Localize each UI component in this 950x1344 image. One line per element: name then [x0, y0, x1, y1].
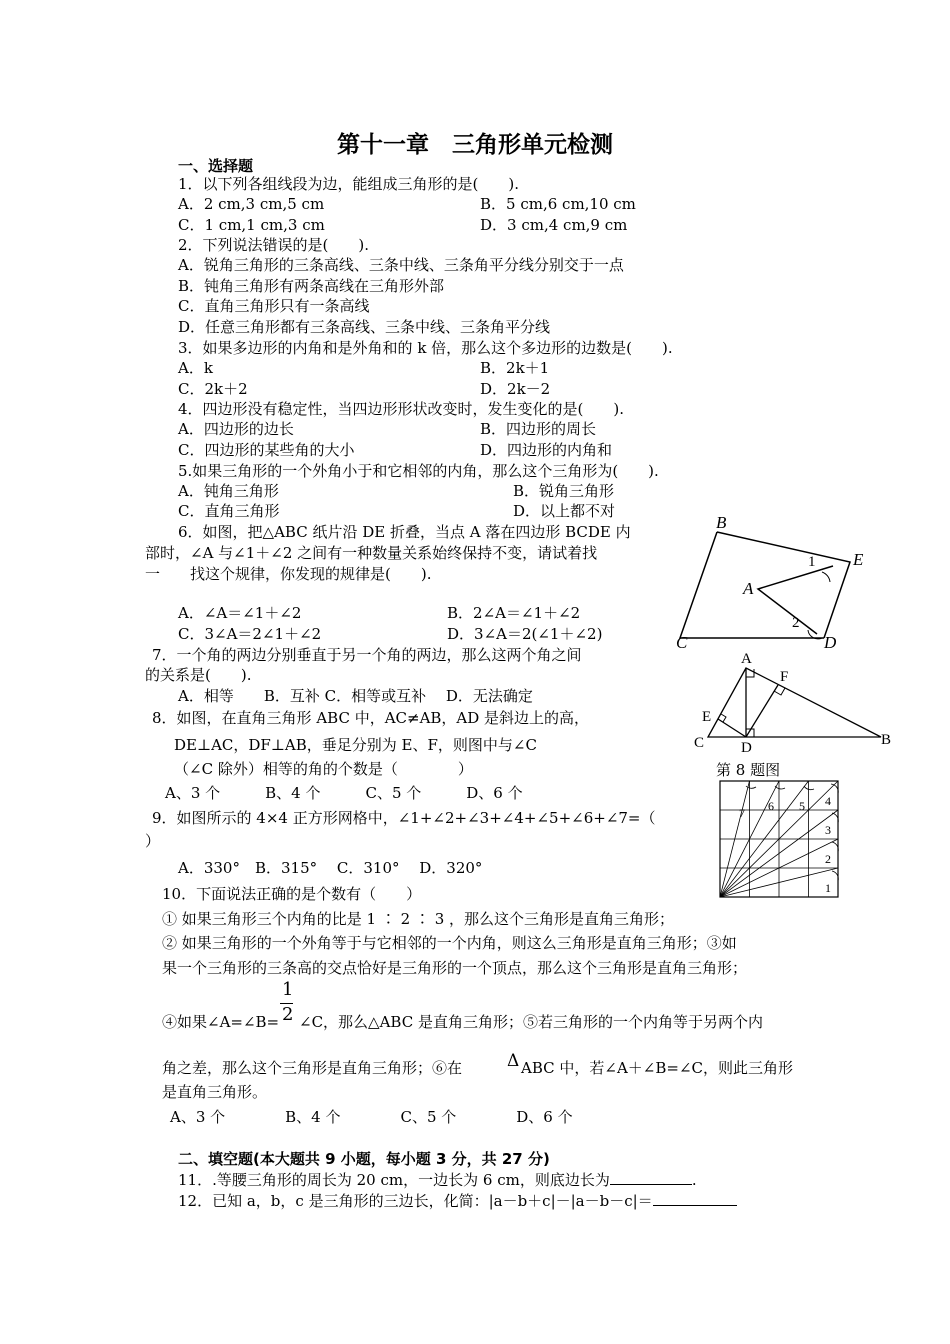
- q10-fraction-denominator: 2: [282, 1004, 294, 1025]
- q2-option-d: D．任意三角形都有三条高线、三条中线、三条角平分线: [178, 318, 551, 336]
- q9-line1: 9．如图所示的 4×4 正方形网格中，∠1+∠2+∠3+∠4+∠5+∠6+∠7=（: [152, 809, 656, 827]
- q9-grid-figure: [719, 780, 839, 898]
- q6-option-a: A．∠A＝∠1＋∠2: [178, 604, 302, 622]
- q3-stem: 3．如果多边形的内角和是外角和的 k 倍，那么这个多边形的边数是( ).: [178, 339, 673, 357]
- q4-option-c: C．四边形的某些角的大小: [178, 441, 355, 459]
- q8-figure-caption: 第 8 题图: [716, 761, 781, 779]
- q10-statement-5b: ABC 中，若∠A＋∠B=∠C，则此三角形: [521, 1059, 793, 1077]
- q9-options: A．330° B．315° C．310° D．320°: [178, 859, 483, 877]
- q4-option-b: B．四边形的周长: [480, 420, 597, 438]
- q2-option-c: C．直角三角形只有一条高线: [178, 297, 370, 315]
- q9-line2: ）: [145, 832, 161, 850]
- q1-option-b: B．5 cm,6 cm,10 cm: [480, 195, 636, 213]
- q12-answer-blank[interactable]: [653, 1191, 737, 1206]
- q6-option-d: D．3∠A＝2(∠1＋∠2): [447, 625, 603, 643]
- q8-triangle-abc: [708, 668, 881, 737]
- section-fill-heading: 二、填空题(本大题共 9 小题，每小题 3 分，共 27 分): [178, 1150, 550, 1168]
- q10-options: A、3 个 B、4 个 C、5 个 D、6 个: [170, 1108, 573, 1126]
- q6-angle1-arc: [822, 572, 830, 582]
- q11-text: .等腰三角形的周长为 20 cm，一边长为 6 cm，则底边长为: [212, 1171, 610, 1189]
- q5-option-c: C．直角三角形: [178, 502, 280, 520]
- q2-option-a: A．锐角三角形的三条高线、三条中线、三条角平分线分别交于一点: [178, 256, 624, 274]
- q6-label-d: D: [824, 633, 837, 652]
- q6-option-c: C．3∠A＝2∠1＋∠2: [178, 625, 322, 643]
- q8-label-a: A: [741, 651, 752, 667]
- q9-label-7: 7: [739, 806, 745, 820]
- q8-line2: DE⊥AC，DF⊥AB，垂足分别为 E、F，则图中与∠C: [174, 736, 537, 754]
- q8-label-e: E: [702, 709, 712, 725]
- q1-stem: 1．以下列各组线段为边，能组成三角形的是( ).: [178, 175, 520, 193]
- q12-text: 已知 a，b，c 是三角形的三边长，化简：|a－b＋c|－|a－b－c|＝: [212, 1192, 653, 1210]
- q5-option-d: D．以上都不对: [513, 502, 616, 520]
- q8-label-b: B: [881, 732, 892, 748]
- q8-label-f: F: [780, 669, 789, 685]
- q3-option-a: A．k: [178, 359, 213, 377]
- q8-label-d: D: [741, 740, 752, 756]
- q8-line1: 8．如图，在直角三角形 ABC 中，AC≠AB，AD 是斜边上的高，: [152, 709, 590, 727]
- q12-number: 12．: [178, 1192, 213, 1210]
- q4-option-d: D．四边形的内角和: [480, 441, 613, 459]
- q5-stem: 5.如果三角形的一个外角小于和它相邻的内角，那么这个三角形为( ).: [178, 462, 659, 480]
- q10-statement-5a: 角之差，那么这个三角形是直角三角形；⑥在: [162, 1059, 463, 1077]
- q8-segment-de: [718, 719, 746, 737]
- q6-edge-b-e-d: [717, 532, 850, 638]
- q5-option-a: A．钝角三角形: [178, 482, 279, 500]
- q9-label-2: 2: [825, 852, 831, 866]
- q8-line3: （∠C 除外）相等的角的个数是（ ）: [174, 760, 473, 778]
- q11-answer-blank[interactable]: [610, 1170, 692, 1185]
- q6-label-b: B: [716, 513, 727, 532]
- page-title: 第十一章 三角形单元检测: [337, 132, 613, 158]
- q3-option-b: B．2k＋1: [480, 359, 550, 377]
- q6-line3: 一 找这个规律，你发现的规律是( ).: [145, 565, 432, 583]
- q7-line2: 的关系是( ).: [145, 666, 252, 684]
- q9-label-6: 6: [768, 799, 774, 813]
- q3-option-d: D．2k－2: [480, 380, 551, 398]
- q9-label-1: 1: [825, 881, 831, 895]
- q10-statement-3: 果一个三角形的三条高的交点恰好是三角形的一个顶点，那么这个三角形是直角三角形；: [162, 959, 748, 977]
- q9-label-3: 3: [825, 823, 831, 837]
- q3-option-c: C．2k＋2: [178, 380, 248, 398]
- q10-stem: 10．下面说法正确的是个数有（ ）: [162, 885, 422, 903]
- q7-line1: 7．一个角的两边分别垂直于另一个角的两边，那么这两个角之间: [152, 646, 582, 664]
- q10-delta-symbol: Δ: [507, 1051, 520, 1071]
- q10-fraction-numerator: 1: [282, 979, 294, 1000]
- q10-statement-1: ① 如果三角形三个内角的比是 1 ∶ 2 ∶ 3 ，那么这个三角形是直角三角形；: [162, 910, 675, 928]
- q7-options: A．相等 B．互补 C．相等或互补 D．无法确定: [178, 687, 533, 705]
- q8-figure: [690, 648, 900, 756]
- q8-options: A、3 个 B、4 个 C、5 个 D、6 个: [165, 784, 523, 802]
- q6-line1: 6．如图，把△ABC 纸片沿 DE 折叠，当点 A 落在四边形 BCDE 内: [178, 523, 631, 541]
- q6-figure: [672, 510, 872, 652]
- q6-label-e: E: [853, 550, 864, 569]
- q6-option-b: B．2∠A＝∠1＋∠2: [447, 604, 581, 622]
- q9-label-5: 5: [799, 799, 805, 813]
- q9-label-4: 4: [825, 794, 831, 808]
- q4-stem: 4．四边形没有稳定性，当四边形形状改变时，发生变化的是( ).: [178, 400, 625, 418]
- q1-option-c: C．1 cm,1 cm,3 cm: [178, 216, 325, 234]
- q1-option-a: A．2 cm,3 cm,5 cm: [178, 195, 325, 213]
- q10-statement-2: ② 如果三角形的一个外角等于与它相邻的一个内角，则这么三角形是直角三角形；③如: [162, 934, 737, 952]
- q5-option-b: B．锐角三角形: [513, 482, 615, 500]
- q6-label-c: C: [676, 633, 688, 652]
- q10-statement-4a: ④如果∠A=∠B=: [162, 1013, 280, 1031]
- q2-option-b: B．钝角三角形有两条高线在三角形外部: [178, 277, 445, 295]
- q11: [178, 1170, 697, 1190]
- q4-option-a: A．四边形的边长: [178, 420, 294, 438]
- q12: [178, 1191, 737, 1211]
- q10-statement-4b: ∠C，那么△ABC 是直角三角形；⑤若三角形的一个内角等于另两个内: [299, 1013, 763, 1031]
- q6-label-2: 2: [792, 615, 800, 631]
- q2-stem: 2．下列说法错误的是( ).: [178, 236, 370, 254]
- q6-label-1: 1: [808, 554, 816, 570]
- q6-label-a: A: [743, 579, 754, 598]
- section-choice-heading: 一、选择题: [178, 157, 254, 175]
- q8-label-c: C: [694, 735, 705, 751]
- q11-end: .: [691, 1171, 697, 1189]
- q11-number: 11．: [178, 1171, 213, 1189]
- q10-statement-6: 是直角三角形。: [162, 1083, 268, 1101]
- q1-option-d: D．3 cm,4 cm,9 cm: [480, 216, 628, 234]
- q6-line2: 部时，∠A 与∠1＋∠2 之间有一种数量关系始终保持不变，请试着找: [145, 544, 598, 562]
